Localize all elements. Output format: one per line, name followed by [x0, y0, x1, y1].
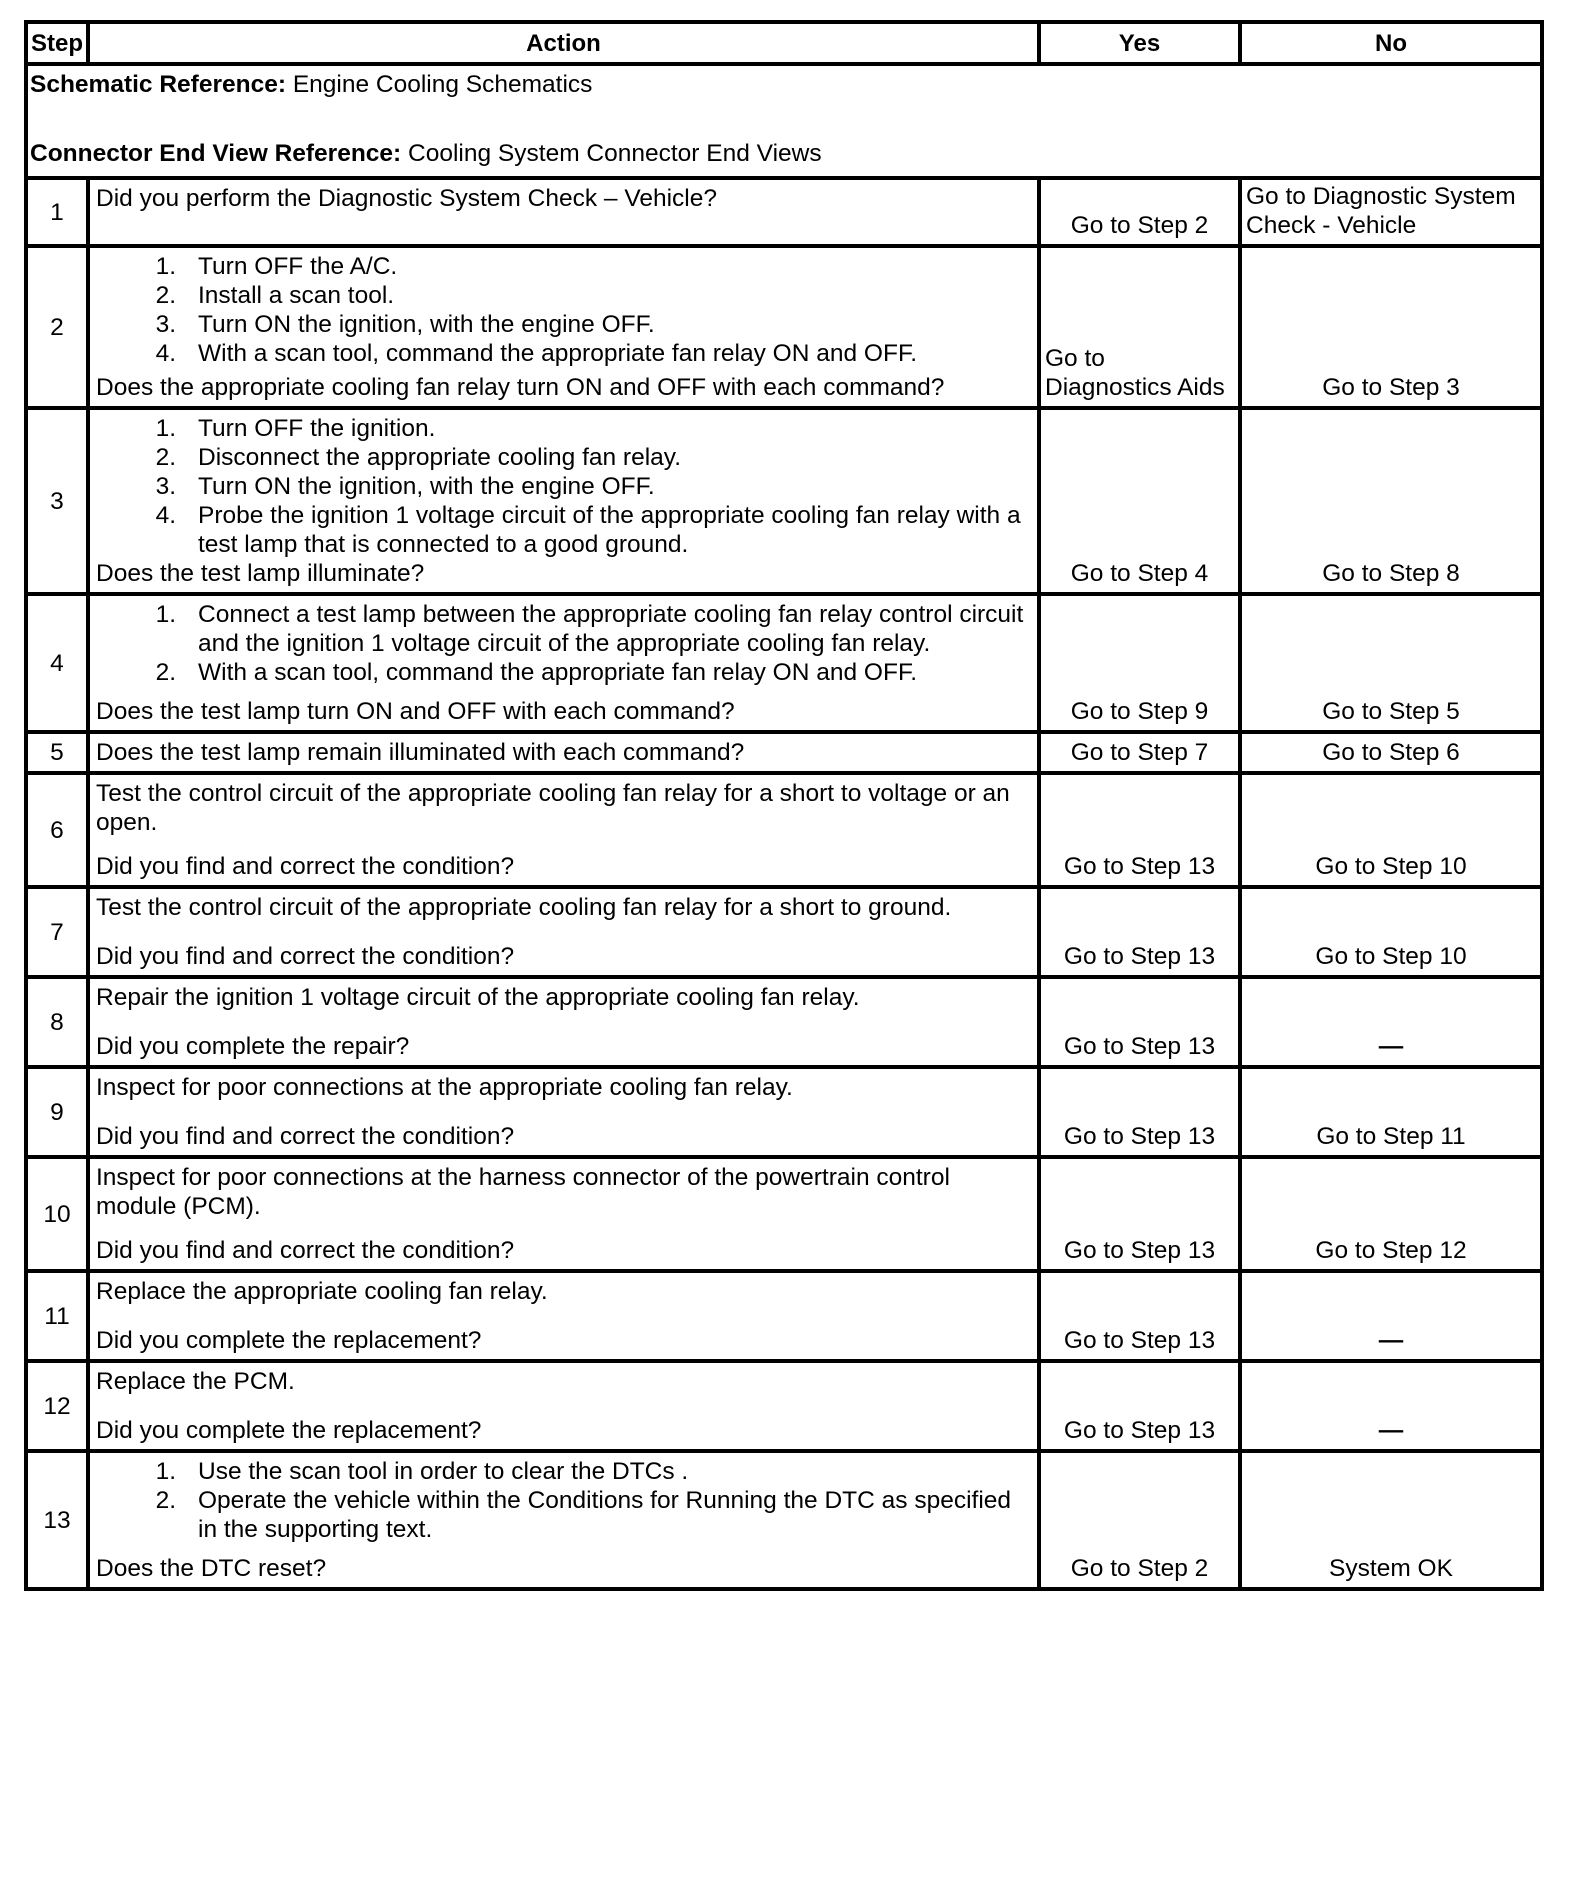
list-item: 3. Turn ON the ignition, with the engine OFF.: [96, 310, 1031, 339]
table-row: [26, 1451, 1542, 1589]
schematic-reference-label: Schematic Reference:: [30, 71, 287, 98]
schematic-reference: [30, 70, 1538, 99]
list-item: 2. Disconnect the appropriate cooling fan relay.: [96, 443, 1031, 472]
list-item: 3. Turn ON the ignition, with the engine OFF.: [96, 472, 1031, 501]
yes-result[interactable]: Go to Step 13: [1039, 1157, 1240, 1271]
header-yes: Yes: [1039, 22, 1240, 64]
no-result[interactable]: Go to Step 12: [1240, 1157, 1542, 1271]
table-row: [26, 1361, 1542, 1451]
list-item: 2. With a scan tool, command the appropriate fan relay ON and OFF.: [96, 658, 1031, 687]
action-cell: [88, 1361, 1039, 1451]
action-cell: [88, 732, 1039, 773]
connector-reference: [30, 139, 1538, 168]
action-question: Does the DTC reset?: [96, 1555, 327, 1582]
yes-result[interactable]: Go to Step 7: [1039, 732, 1240, 773]
table-row: [26, 732, 1542, 773]
table-row: [26, 246, 1542, 408]
step-number: 12: [26, 1361, 88, 1451]
reference-row: [26, 64, 1542, 178]
list-item-text: Connect a test lamp between the appropriate cooling fan relay control circuit and the ignition 1 voltage circuit of the appropriate cooling fan relay.: [198, 601, 1024, 657]
action-text: Inspect for poor connections at the appropriate cooling fan relay.: [96, 1074, 793, 1101]
table-row: [26, 977, 1542, 1067]
header-step: Step: [26, 22, 88, 64]
list-item-text: Turn OFF the ignition.: [198, 415, 436, 442]
action-question: Did you find and correct the condition?: [96, 1123, 515, 1150]
list-item: 2. Operate the vehicle within the Conditions for Running the DTC as specified in the supporting text.: [96, 1486, 1031, 1544]
list-item: 1. Turn OFF the A/C.: [96, 252, 1031, 281]
list-item-text: With a scan tool, command the appropriate fan relay ON and OFF.: [198, 659, 918, 686]
action-cell: [88, 246, 1039, 408]
action-cell: [88, 887, 1039, 977]
table-row: [26, 1157, 1542, 1271]
list-item-text: Probe the ignition 1 voltage circuit of the appropriate cooling fan relay with a test lamp that is connected to a good ground.: [198, 502, 1021, 558]
list-item: 1. Use the scan tool in order to clear the DTCs .: [96, 1457, 1031, 1486]
no-result: —: [1240, 977, 1542, 1067]
yes-result[interactable]: Go to Step 2: [1039, 178, 1240, 246]
action-question: Did you complete the replacement?: [96, 1417, 482, 1444]
step-number: 6: [26, 773, 88, 887]
action-text: Replace the appropriate cooling fan relay.: [96, 1278, 548, 1305]
no-result: —: [1240, 1361, 1542, 1451]
connector-reference-link[interactable]: Cooling System Connector End Views: [401, 140, 822, 167]
no-result[interactable]: Go to Step 10: [1240, 887, 1542, 977]
table-row: [26, 887, 1542, 977]
yes-result[interactable]: Go to Step 13: [1039, 887, 1240, 977]
action-cell: [88, 1271, 1039, 1361]
no-result[interactable]: Go to Step 6: [1240, 732, 1542, 773]
no-result[interactable]: Go to Diagnostic System Check - Vehicle: [1240, 178, 1542, 246]
action-question: Does the appropriate cooling fan relay turn ON and OFF with each command?: [96, 374, 945, 401]
yes-result[interactable]: Go to Step 13: [1039, 977, 1240, 1067]
yes-result[interactable]: Go to Step 4: [1039, 408, 1240, 594]
header-action: Action: [88, 22, 1039, 64]
header-no: No: [1240, 22, 1542, 64]
no-result[interactable]: Go to Step 5: [1240, 594, 1542, 732]
list-item: 4. With a scan tool, command the appropriate fan relay ON and OFF.: [96, 339, 1031, 368]
list-item-text: Turn ON the ignition, with the engine OFF.: [198, 473, 655, 500]
yes-result[interactable]: Go to Step 13: [1039, 1361, 1240, 1451]
no-result[interactable]: Go to Step 10: [1240, 773, 1542, 887]
action-cell: [88, 773, 1039, 887]
action-question: Does the test lamp illuminate?: [96, 560, 425, 587]
action-text: Inspect for poor connections at the harness connector of the powertrain control module (PCM).: [96, 1164, 950, 1220]
action-text: Test the control circuit of the appropriate cooling fan relay for a short to voltage or an open.: [96, 780, 1010, 836]
step-number: 13: [26, 1451, 88, 1589]
no-result[interactable]: Go to Step 3: [1240, 246, 1542, 408]
step-number: 1: [26, 178, 88, 246]
diagnostic-table: [24, 20, 1544, 1591]
step-number: 10: [26, 1157, 88, 1271]
action-text: Repair the ignition 1 voltage circuit of the appropriate cooling fan relay.: [96, 984, 860, 1011]
action-cell: [88, 1157, 1039, 1271]
no-result: —: [1240, 1271, 1542, 1361]
yes-result[interactable]: Go to Step 13: [1039, 773, 1240, 887]
list-item: 2. Install a scan tool.: [96, 281, 1031, 310]
table-row: [26, 408, 1542, 594]
list-item: 1. Turn OFF the ignition.: [96, 414, 1031, 443]
step-number: 3: [26, 408, 88, 594]
action-question: Did you find and correct the condition?: [96, 1237, 515, 1264]
action-text: Replace the PCM.: [96, 1368, 295, 1395]
yes-result[interactable]: Go to Step 13: [1039, 1271, 1240, 1361]
step-number: 7: [26, 887, 88, 977]
action-text: Does the test lamp remain illuminated with each command?: [96, 739, 745, 766]
list-item-text: Turn OFF the A/C.: [198, 253, 398, 280]
step-number: 9: [26, 1067, 88, 1157]
list-item-text: Turn ON the ignition, with the engine OFF.: [198, 311, 655, 338]
reference-cell: [26, 64, 1542, 178]
table-row: [26, 594, 1542, 732]
action-steps-list: [96, 1457, 1031, 1544]
list-item-text: Use the scan tool in order to clear the DTCs .: [198, 1458, 689, 1485]
yes-result[interactable]: Go to Step 9: [1039, 594, 1240, 732]
action-steps-list: [96, 600, 1031, 687]
list-item-text: Disconnect the appropriate cooling fan relay.: [198, 444, 682, 471]
action-cell: [88, 408, 1039, 594]
connector-reference-label: Connector End View Reference:: [30, 140, 402, 167]
action-cell: [88, 1067, 1039, 1157]
list-item-text: With a scan tool, command the appropriate fan relay ON and OFF.: [198, 340, 918, 367]
schematic-reference-link[interactable]: Engine Cooling Schematics: [286, 71, 593, 98]
no-result[interactable]: System OK: [1240, 1451, 1542, 1589]
list-item: 4. Probe the ignition 1 voltage circuit of the appropriate cooling fan relay with a test lamp that is connected to a good ground.: [96, 501, 1031, 559]
action-question: Does the test lamp turn ON and OFF with each command?: [96, 698, 735, 725]
action-cell: [88, 178, 1039, 246]
action-steps-list: [96, 252, 1031, 368]
list-item-text: Operate the vehicle within the Conditions for Running the DTC as specified in the supporting text.: [198, 1487, 1012, 1543]
step-number: 8: [26, 977, 88, 1067]
list-item-text: Install a scan tool.: [198, 282, 395, 309]
yes-result[interactable]: Go to Step 2: [1039, 1451, 1240, 1589]
action-cell: [88, 1451, 1039, 1589]
action-text: Test the control circuit of the appropriate cooling fan relay for a short to ground.: [96, 894, 952, 921]
step-number: 2: [26, 246, 88, 408]
header-row: [26, 22, 1542, 64]
diagnostic-table-container: [24, 20, 1544, 1591]
step-number: 4: [26, 594, 88, 732]
action-question: Did you find and correct the condition?: [96, 853, 515, 880]
action-text: Did you perform the Diagnostic System Check – Vehicle?: [96, 185, 717, 212]
action-question: Did you complete the replacement?: [96, 1327, 482, 1354]
no-result[interactable]: Go to Step 11: [1240, 1067, 1542, 1157]
step-number: 5: [26, 732, 88, 773]
action-question: Did you find and correct the condition?: [96, 943, 515, 970]
list-item: 1. Connect a test lamp between the appropriate cooling fan relay control circuit and the ignition 1 voltage circuit of the appropriate cooling fan relay.: [96, 600, 1031, 658]
table-row: [26, 1067, 1542, 1157]
table-row: [26, 178, 1542, 246]
action-steps-list: [96, 414, 1031, 559]
table-row: [26, 1271, 1542, 1361]
action-cell: [88, 594, 1039, 732]
action-question: Did you complete the repair?: [96, 1033, 410, 1060]
yes-result[interactable]: Go to Step 13: [1039, 1067, 1240, 1157]
step-number: 11: [26, 1271, 88, 1361]
action-cell: [88, 977, 1039, 1067]
table-row: [26, 773, 1542, 887]
no-result[interactable]: Go to Step 8: [1240, 408, 1542, 594]
yes-result[interactable]: Go to Diagnostics Aids: [1039, 246, 1240, 408]
